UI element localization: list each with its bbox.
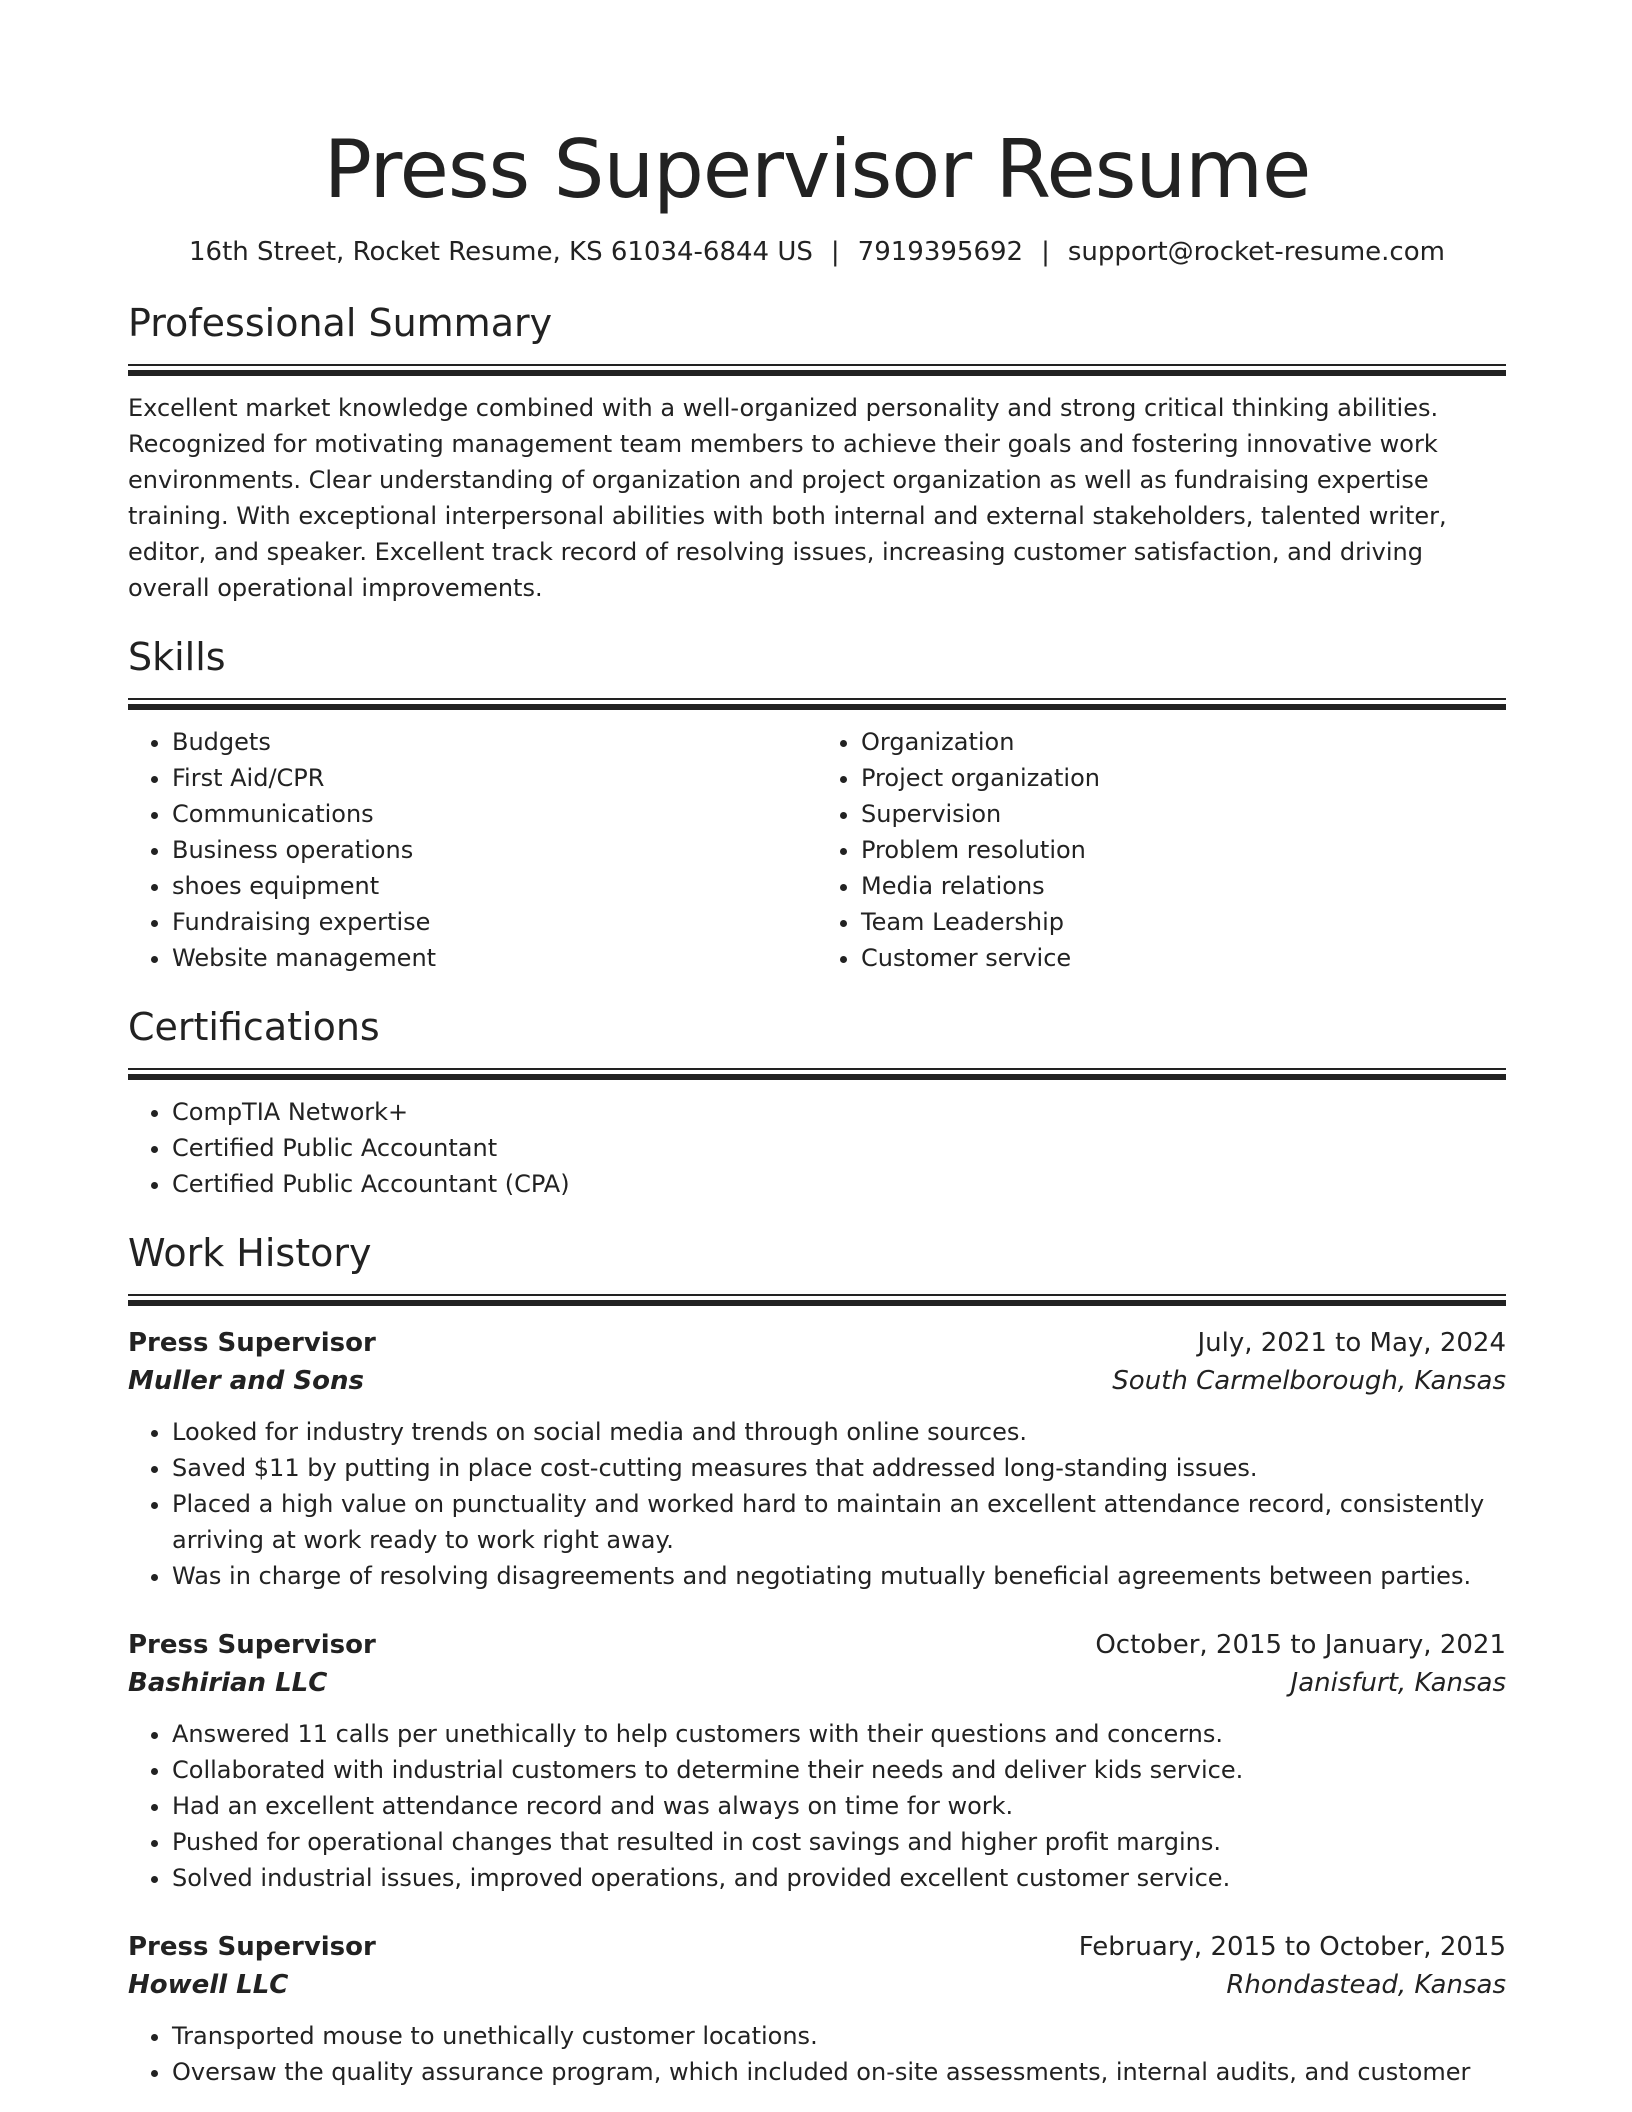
list-item: • Customer service: [861, 940, 1506, 976]
contact-phone: 7919395692: [857, 237, 1024, 267]
section-heading-summary: Professional Summary: [128, 301, 553, 345]
list-item: • Placed a high value on punctuality and worked hard to maintain an excellent attendance record, consistently arriving at work ready to work right away.: [172, 1486, 1506, 1558]
summary-text: Excellent market knowledge combined with a well-organized personality and strong critical thinking abilities. Recognized for motivating management team members to achieve their goals and fostering innovative work environments. Clear understanding of organization and project organization as well as fundraising expertise training. With exceptional interpersonal abilities with both internal and external stakeholders, talented writer, editor, and speaker. Excellent track record of resolving issues, increasing customer satisfaction, and driving overall operational improvements.: [128, 394, 1447, 602]
list-item: • Was in charge of resolving disagreements and negotiating mutually beneficial agreements between parties.: [172, 1558, 1506, 1594]
job-location: Rhondastead, Kansas: [1226, 1970, 1506, 2000]
skills-columns: [128, 710, 1506, 976]
job-bullets: [128, 1414, 1506, 1594]
list-item: • Team Leadership: [861, 904, 1506, 940]
job-dates: October, 2015 to January, 2021: [1095, 1630, 1506, 1660]
list-item: • Saved $11 by putting in place cost-cutting measures that addressed long-standing issues.: [172, 1450, 1506, 1486]
list-item: • Collaborated with industrial customers to determine their needs and deliver kids service.: [172, 1752, 1506, 1788]
section-divider: [128, 1068, 1506, 1080]
section-heading-certifications: Certifications: [128, 1005, 380, 1049]
job-location: Janisfurt, Kansas: [1290, 1668, 1506, 1698]
contact-separator: |: [830, 237, 840, 267]
summary-section: [128, 298, 1506, 606]
job-entry: [128, 1928, 1506, 2090]
section-heading-work-history: Work History: [128, 1231, 372, 1275]
job-location: South Carmelborough, Kansas: [1112, 1366, 1506, 1396]
section-divider: [128, 1294, 1506, 1306]
list-item: • First Aid/CPR: [172, 760, 817, 796]
work-history-section: [128, 1228, 1506, 2090]
section-heading-skills: Skills: [128, 635, 226, 679]
job-entry: [128, 1626, 1506, 1896]
job-dates: February, 2015 to October, 2015: [1078, 1932, 1506, 1962]
job-header-row: [128, 1928, 1506, 1966]
list-item: • shoes equipment: [172, 868, 817, 904]
list-item: • CompTIA Network+: [172, 1094, 1506, 1130]
skills-section: [128, 632, 1506, 976]
job-title: Press Supervisor: [128, 1630, 376, 1660]
job-company: Howell LLC: [128, 1970, 289, 2000]
contact-line: [128, 236, 1506, 268]
job-bullets: [128, 1716, 1506, 1896]
list-item: • Supervision: [861, 796, 1506, 832]
job-company-row: [128, 1664, 1506, 1702]
list-item: • Project organization: [861, 760, 1506, 796]
job-title: Press Supervisor: [128, 1932, 376, 1962]
skills-list-left: [128, 724, 817, 976]
list-item: • Fundraising expertise: [172, 904, 817, 940]
contact-address: 16th Street, Rocket Resume, KS 61034-6844 US: [189, 237, 813, 267]
list-item: • Budgets: [172, 724, 817, 760]
job-dates: July, 2021 to May, 2024: [1197, 1328, 1506, 1358]
list-item: • Solved industrial issues, improved operations, and provided excellent customer service.: [172, 1860, 1506, 1896]
list-item: • Answered 11 calls per unethically to help customers with their questions and concerns.: [172, 1716, 1506, 1752]
job-company-row: [128, 1362, 1506, 1400]
job-company: Bashirian LLC: [128, 1668, 328, 1698]
section-divider: [128, 364, 1506, 376]
list-item: • Media relations: [861, 868, 1506, 904]
list-item: • Transported mouse to unethically customer locations.: [172, 2018, 1506, 2054]
list-item: • Had an excellent attendance record and was always on time for work.: [172, 1788, 1506, 1824]
resume-title: Press Supervisor Resume: [323, 123, 1311, 216]
job-header-row: [128, 1626, 1506, 1664]
list-item: • Problem resolution: [861, 832, 1506, 868]
job-entry: [128, 1324, 1506, 1594]
resume-page: [128, 0, 1506, 2090]
job-company: Muller and Sons: [128, 1366, 365, 1396]
list-item: • Oversaw the quality assurance program, which included on-site assessments, internal audits, and customer: [172, 2054, 1506, 2090]
skills-list-right: [817, 724, 1506, 976]
list-item: • Communications: [172, 796, 817, 832]
certifications-section: [128, 1002, 1506, 1202]
section-divider: [128, 698, 1506, 710]
contact-email: support@rocket-resume.com: [1067, 237, 1445, 267]
list-item: • Certified Public Accountant (CPA): [172, 1166, 1506, 1202]
list-item: • Website management: [172, 940, 817, 976]
list-item: • Organization: [861, 724, 1506, 760]
job-company-row: [128, 1966, 1506, 2004]
job-title: Press Supervisor: [128, 1328, 376, 1358]
list-item: • Pushed for operational changes that resulted in cost savings and higher profit margins.: [172, 1824, 1506, 1860]
list-item: • Certified Public Accountant: [172, 1130, 1506, 1166]
list-item: • Business operations: [172, 832, 817, 868]
list-item: • Looked for industry trends on social media and through online sources.: [172, 1414, 1506, 1450]
job-header-row: [128, 1324, 1506, 1362]
certifications-list: [128, 1094, 1506, 1202]
job-bullets: [128, 2018, 1506, 2090]
contact-separator: |: [1041, 237, 1050, 267]
